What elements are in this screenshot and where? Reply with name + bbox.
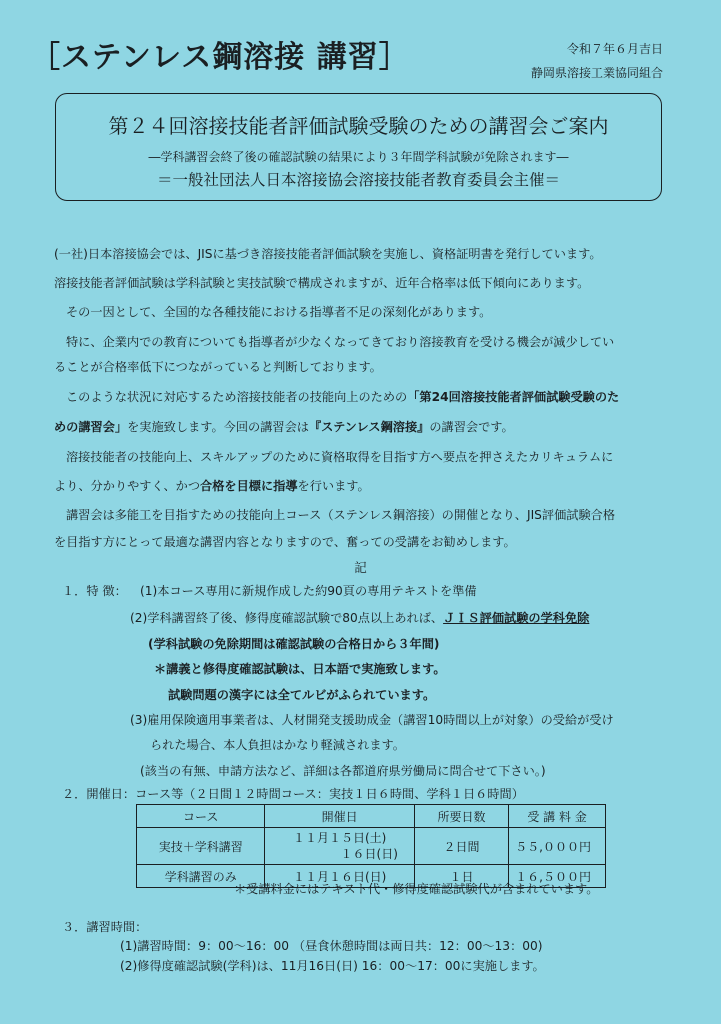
- fee-table: [136, 804, 606, 888]
- section-1-item-2-text: (2)学科講習終了後、修得度確認試験で80点以上あれば、: [130, 611, 444, 625]
- notation-ki: 記: [354, 560, 367, 575]
- row-1-date: [265, 828, 414, 865]
- table-header-row: [137, 805, 606, 828]
- row-2-fee: １６,５００円: [509, 865, 606, 888]
- fee-note: ＊受講料金にはテキスト代・修得度確認試験代が含まれています。: [234, 882, 599, 896]
- section-1-item-2-bold: ＪＩＳ評価試験の学科免除: [443, 611, 590, 625]
- section-1-item-3-line-2: られた場合、本人負担はかなり軽減されます。: [150, 738, 405, 752]
- section-2-label: ２．開催日：コース等（２日間１２時間コース：実技１日６時間、学科１日６時間）: [62, 787, 524, 801]
- title-box: [55, 93, 662, 201]
- paragraph-5-line-2: [54, 418, 514, 436]
- document-title: ［ステンレス鋼溶接 講習］: [30, 40, 410, 75]
- paragraph-6-text-2: を行います。: [297, 479, 370, 493]
- paragraph-5-text-3: の講習会です。: [429, 420, 514, 434]
- paragraph-5-bold-3: 『ステンレス鋼溶接』: [308, 420, 430, 434]
- course-subtitle: ―学科講習会終了後の確認試験の結果により３年間学科試験が免除されます―: [148, 150, 569, 164]
- section-1-item-2: [130, 609, 589, 627]
- row-1-date-2: １６日(日): [340, 847, 398, 861]
- row-2-days: １日: [414, 865, 508, 888]
- section-1-label: １．特 徴：: [62, 584, 127, 598]
- section-1-item-3-line-3: (該当の有無、申請方法など、詳細は各都道府県労働局に問合せて下さい。): [140, 764, 546, 778]
- section-1-item-3-line-1: (3)雇用保険適用事業者は、人材開発支援助成金（講習10時間以上が対象）の受給が受け: [130, 713, 614, 727]
- table-row: [137, 828, 606, 865]
- row-2-date: １１月１６日(日): [265, 865, 414, 888]
- row-1-date-1: １１月１５日(土): [292, 831, 387, 845]
- paragraph-7-line-2: を目指す方にとって最適な講習内容となりますので、奮っての受講をお勧めします。: [54, 535, 516, 549]
- section-1-note-b: 試験問題の漢字には全てルビがふられています。: [168, 688, 436, 702]
- paragraph-6-text: より、分かりやすく、かつ: [54, 479, 201, 493]
- paragraph-5-bold-2: めの講習会」: [54, 420, 128, 434]
- section-3-label: ３．講習時間：: [62, 920, 148, 934]
- paragraph-6-bold: 合格を目標に指導: [200, 479, 298, 493]
- host-organization: ＝一般社団法人日本溶接協会溶接技能者教育委員会主催＝: [156, 171, 560, 189]
- paragraph-5-text-2: を実施致します。今回の講習会は: [127, 420, 309, 434]
- issue-date: 令和７年６月吉日: [566, 42, 663, 56]
- section-1-item-2-note: (学科試験の免除期間は確認試験の合格日から３年間): [148, 637, 440, 651]
- paragraph-3: その一因として、全国的な各種技能における指導者不足の深刻化があります。: [66, 305, 492, 319]
- row-1-fee: ５５,０００円: [509, 828, 606, 865]
- paragraph-4-line-2: ることが合格率低下につながっていると判断しております。: [54, 360, 382, 374]
- paragraph-4-line-1: 特に、企業内での教育についても指導者が少なくなってきており溶接教育を受ける機会が減少してい: [66, 335, 615, 349]
- paragraph-5-line-1: [66, 388, 619, 406]
- paragraph-5-bold: 「第24回溶接技能者評価試験受験のた: [407, 390, 620, 404]
- paragraph-5-text: このような状況に対応するため溶接技能者の技能向上のための: [66, 390, 408, 404]
- paragraph-7-line-1: 講習会は多能工を目指すための技能向上コース（ステンレス鋼溶接）の開催となり、JIS評価試験合格: [66, 508, 616, 522]
- section-3-item-1: (1)講習時間：9：00～16：00 （昼食休憩時間は両日共：12：00～13：00): [120, 939, 543, 953]
- header-days: 所要日数: [414, 805, 508, 828]
- paragraph-1: (一社)日本溶接協会では、JISに基づき溶接技能者評価試験を実施し、資格証明書を発行しています。: [54, 247, 602, 261]
- section-1-note-a: ＊講義と修得度確認試験は、日本語で実施致します。: [154, 662, 446, 676]
- paragraph-6-line-2: [54, 477, 370, 495]
- header-fee: 受 講 料 金: [509, 805, 606, 828]
- header-date: 開催日: [265, 805, 414, 828]
- row-2-course: 学科講習のみ: [137, 865, 265, 888]
- course-title: 第２４回溶接技能者評価試験受験のための講習会ご案内: [108, 114, 609, 138]
- row-1-course: 実技＋学科講習: [137, 828, 265, 865]
- section-1-item-1: (1)本コース専用に新規作成した約90頁の専用テキストを準備: [140, 584, 477, 598]
- section-3-item-2: (2)修得度確認試験(学科)は、11月16日(日) 16：00～17：00に実施します。: [120, 959, 545, 973]
- row-1-days: ２日間: [414, 828, 508, 865]
- issuer-organization: 静岡県溶接工業協同組合: [530, 66, 663, 80]
- paragraph-2: 溶接技能者評価試験は学科試験と実技試験で構成されますが、近年合格率は低下傾向にあります。: [54, 276, 590, 290]
- header-course: コース: [137, 805, 265, 828]
- paragraph-6-line-1: 溶接技能者の技能向上、スキルアップのために資格取得を目指す方へ要点を押さえたカリキュラムに: [66, 450, 614, 464]
